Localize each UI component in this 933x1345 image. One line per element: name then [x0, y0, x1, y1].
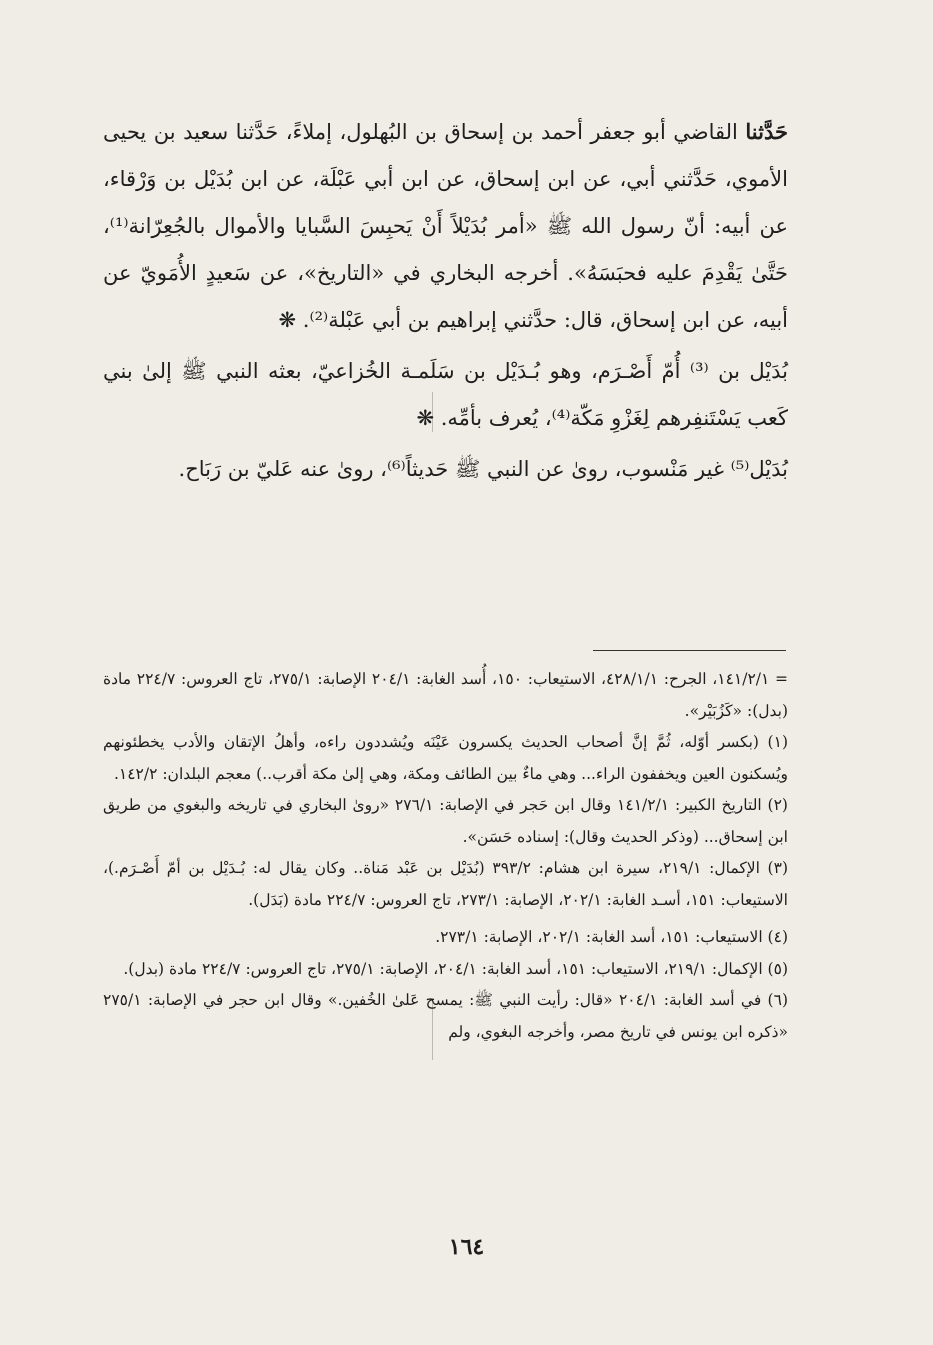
paragraph-body: القاضي أبو جعفر أحمد بن إسحاق بن البُهلول، إملاءً، حَدَّثنا سعيد بن يحيى الأموي، حَدَّثني أبي، عن ابن إسحاق، عن ابن أبي عَبْلَة، عن ابن بُدَيْل بن وَرْقاء، عن أبيه: أنّ رسول الله ﷺ «أمر بُدَيْلاً أَنْ يَحبِسَ السَّبايا والأموال بالجُعِرّانة⁽¹⁾، حَتَّىٰ يَقْدِمَ عليه فحبَسَهُ». أخرجه البخاري في «التاريخ»، عن سَعيدٍ الأُمَويّ عن أبيه، عن ابن إسحاق، قال: حدَّثني إبراهيم بن أبي عَبْلة⁽²⁾. ❋ — [103, 120, 788, 332]
footnote-3: (٣) الإكمال: ٢١٩/١، سيرة ابن هشام: ٣٩٣/٢ (بُدَيْل بن عَبْد مَناة.. وكان يقال له: بُـدَيْل بن أمّ أَصْـرَم.)، الاستيعاب: ١٥١، أسـد الغابة: ٢٠٢/١، الإصابة: ٢٧٣/١، تاج العروس: ٢٢٤/٧ مادة (بَدَل). — [103, 859, 788, 909]
footnote-2: (٢) التاريخ الكبير: ١٤١/٢/١ وقال ابن حَجر في الإصابة: ٢٧٦/١ «روىٰ البخاري في تاريخه والبغوي من طريق ابن إسحاق... (وذكر الحديث وقال): إسناده حَسَن». — [103, 796, 788, 846]
footnote-continuation: = ١٤١/٢/١، الجرح: ٤٢٨/١/١، الاستيعاب: ١٥٠، أُسد الغابة: ٢٠٤/١ الإصابة: ٢٧٥/١، تاج العروس: ٢٢٤/٧ مادة (بدل): «كَزُبَيْر». — [103, 670, 789, 720]
paragraph-body: بُدَيْل بن ⁽³⁾ أُمّ أَصْـرَم، وهو بُـدَيْل بن سَلَمـة الخُزاعيّ، بعثه النبي ﷺ إلىٰ بني كَعب يَسْتَنفِرهم لِغَزْوِ مَكّة⁽⁴⁾، يُعرف بأمِّه. ❋ — [103, 359, 788, 430]
paragraph-3 — [103, 446, 788, 493]
footnote-separator — [593, 650, 786, 651]
paragraph-lead: حَدَّثنا — [745, 119, 788, 144]
footnote-1: (١) (بكسر أوّله، ثُمَّ إنَّ أصحاب الحديث يكسرون عَيْنَه ويُشددون راءه، وأهلُ الإتقان والأدب يخطئونهم ويُسكنون العين ويخففون الراء... وهي ماءٌ بين الطائف ومكة، وهي إلىٰ مكة أقرب..) معجم البلدان: ١٤٢/٢. — [103, 733, 788, 783]
footnote-5: (٥) الإكمال: ٢١٩/١، الاستيعاب: ١٥١، أسد الغابة: ٢٠٤/١، الإصابة: ٢٧٥/١، تاج العروس: ٢٢٤/٧ مادة (بدل). — [123, 959, 788, 978]
footnotes — [103, 664, 788, 1048]
paragraph-1 — [103, 108, 788, 344]
footnote-4: (٤) الاستيعاب: ١٥١، أسد الغابة: ٢٠٢/١، الإصابة: ٢٧٣/١. — [435, 928, 788, 946]
paragraph-2 — [103, 348, 788, 442]
page-number: ١٦٤ — [448, 1234, 485, 1260]
main-text — [103, 108, 788, 493]
footnote-6: (٦) في أسد الغابة: ٢٠٤/١ «قال: رأيت النبي ﷺ: يمسح عَلىٰ الخُفين.» وقال ابن حجر في الإصابة: ٢٧٥/١ «ذكره ابن يونس في تاريخ مصر، وأخرجه البغوي، ولم — [103, 991, 788, 1041]
paragraph-body: بُدَيْل⁽⁵⁾ غير مَنْسوب، روىٰ عن النبي ﷺ حَديثاً⁽⁶⁾، روىٰ عنه عَليّ بن رَبَاح. — [178, 457, 788, 481]
